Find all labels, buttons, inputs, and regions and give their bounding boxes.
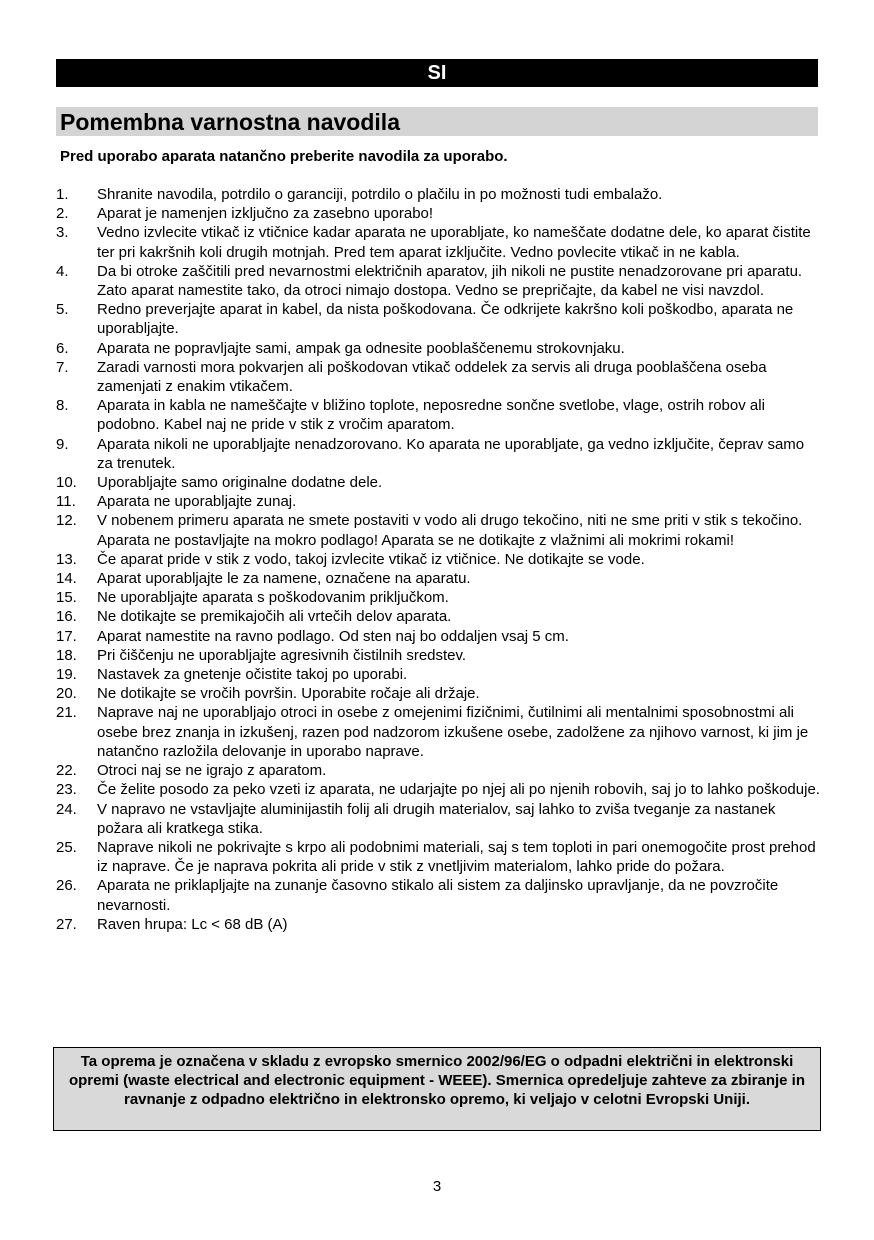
list-item-number: 6.: [56, 339, 69, 357]
list-item-text: Aparat uporabljajte le za namene, označene na aparatu.: [97, 570, 471, 588]
list-item-text: Vedno izvlecite vtikač iz vtičnice kadar aparata ne uporabljate, ko nameščate dodatne dele, ko aparat čistite ter pri kakršnih koli drugih motnjah. Pred tem aparat izključite. Vedno povlecite vtikač in ne kabla.: [97, 224, 811, 261]
list-item-text: Če aparat pride v stik z vodo, takoj izvlecite vtikač iz vtičnice. Ne dotikajte se vode.: [97, 550, 645, 568]
list-item: [56, 396, 820, 434]
list-item-number: 25.: [56, 838, 77, 856]
list-item-text: Ne dotikajte se premikajočih ali vrtečih delov aparata.: [97, 608, 452, 626]
list-item-text: Aparata nikoli ne uporabljajte nenadzorovano. Ko aparata ne uporabljate, ga vedno izključite, čeprav samo za trenutek.: [97, 435, 805, 472]
list-item-text: Shranite navodila, potrdilo o garanciji, potrdilo o plačilu in po možnosti tudi embalažo.: [97, 186, 663, 203]
list-item-text: Ne uporabljajte aparata s poškodovanim priključkom.: [97, 589, 449, 607]
list-item-number: 21.: [56, 704, 77, 722]
list-item-number: 1.: [56, 186, 69, 203]
list-item-text: Če želite posodo za peko vzeti iz aparata, ne udarjajte po njej ali po njenih robovih, saj jo to lahko poškoduje.: [97, 781, 820, 799]
list-item-text: Otroci naj se ne igrajo z aparatom.: [97, 762, 327, 780]
list-item-number: 15.: [56, 589, 77, 607]
page-number: 3: [432, 1178, 442, 1195]
list-item-number: 5.: [56, 301, 69, 319]
list-item-number: 12.: [56, 512, 77, 530]
list-item: [56, 569, 820, 588]
list-item-number: 8.: [56, 397, 69, 415]
list-item: [56, 511, 820, 549]
list-item-text: V nobenem primeru aparata ne smete postaviti v vodo ali drugo tekočino, niti ne sme priti v stik s tekočino. Aparata ne postavljajte na mokro podlago! Aparata se ne dotikajte z vlažnimi ali mokrimi rokami!: [97, 512, 803, 549]
list-item: [56, 588, 820, 607]
list-item-text: Aparata in kabla ne nameščajte v bližino toplote, neposredne sončne svetlobe, vlage, ostrih robov ali podobno. Kabel naj ne pride v stik z vročim aparatom.: [97, 397, 765, 434]
list-item: [56, 646, 820, 665]
list-item: [56, 627, 820, 646]
list-item: [56, 473, 820, 492]
list-item-number: 2.: [56, 205, 69, 223]
list-item-number: 22.: [56, 762, 77, 780]
list-item-text: Redno preverjajte aparat in kabel, da nista poškodovana. Če odkrijete kakršno koli poškodbo, aparata ne uporabljajte.: [97, 301, 794, 338]
page-title: Pomembna varnostna navodila: [56, 107, 818, 136]
list-item: [56, 435, 820, 473]
list-item-number: 14.: [56, 570, 77, 588]
intro-text: Pred uporabo aparata natančno preberite navodila za uporabo.: [60, 148, 508, 165]
list-item: [56, 300, 820, 338]
list-item-number: 20.: [56, 685, 77, 703]
list-item: [56, 358, 820, 396]
list-item: [56, 838, 820, 876]
list-item: [56, 185, 820, 204]
list-item: [56, 665, 820, 684]
list-item-number: 17.: [56, 627, 77, 645]
list-item-number: 7.: [56, 358, 69, 376]
list-item-text: Aparat namestite na ravno podlago. Od sten naj bo oddaljen vsaj 5 cm.: [97, 627, 569, 645]
list-item-number: 27.: [56, 915, 77, 933]
list-item-number: 18.: [56, 646, 77, 664]
list-item: [56, 550, 820, 569]
weee-notice: Ta oprema je označena v skladu z evropsko smernico 2002/96/EG o odpadni električni in elektronski opremi (waste electrical and electronic equipment - WEEE). Smernica opredeljuje zahteve za zbiranje in ravnanje z odpadno električno in elektronsko opremo, ki veljajo v celotni Evropski Uniji.: [53, 1047, 821, 1131]
list-item-text: Naprave nikoli ne pokrivajte s krpo ali podobnimi materiali, saj s tem toploti in pari onemogočite prost prehod iz naprave. Če je naprava pokrita ali pride v stik z vnetljivim materialom, lahko pride do požara.: [97, 838, 816, 876]
list-item: [56, 492, 820, 511]
list-item-text: Aparat je namenjen izključno za zasebno uporabo!: [97, 205, 434, 223]
list-item-number: 23.: [56, 781, 77, 799]
list-item-text: Aparata ne popravljajte sami, ampak ga odnesite pooblaščenemu strokovnjaku.: [97, 339, 625, 357]
list-item-number: 10.: [56, 474, 77, 492]
list-item: [56, 780, 820, 799]
list-item: [56, 876, 820, 914]
list-item-text: V napravo ne vstavljajte aluminijastih folij ali drugih materialov, saj lahko to zviša tveganje za nastanek požara ali kratkega stika.: [97, 800, 776, 837]
list-item: [56, 800, 820, 838]
list-item-number: 11.: [56, 493, 76, 511]
list-item-text: Raven hrupa: Lc < 68 dB (A): [97, 915, 288, 933]
list-item-text: Ne dotikajte se vročih površin. Uporabite ročaje ali držaje.: [97, 685, 480, 703]
list-item-text: Uporabljajte samo originalne dodatne dele.: [97, 474, 383, 492]
language-header: SI: [56, 59, 818, 87]
list-item-text: Naprave naj ne uporabljajo otroci in osebe z omejenimi fizičnimi, čutilnimi ali mentalnimi sposobnostmi ali osebe brez znanja in izkušenj, razen pod nadzorom izkušene osebe, zadolžene za njihovo varnost, ki jim je natančno razložila delovanje in uporabo naprave.: [97, 704, 809, 760]
list-item: [56, 204, 820, 223]
list-item-number: 4.: [56, 262, 69, 280]
list-item-text: Aparata ne priklapljajte na zunanje časovno stikalo ali sistem za daljinsko upravljanje, da ne povzročite nevarnosti.: [97, 877, 779, 914]
list-item: [56, 684, 820, 703]
list-item-text: Aparata ne uporabljajte zunaj.: [97, 493, 297, 511]
list-item-number: 26.: [56, 877, 77, 895]
list-item-number: 9.: [56, 435, 69, 453]
list-item-text: Da bi otroke zaščitili pred nevarnostmi električnih aparatov, jih nikoli ne pustite nenadzorovane pri aparatu. Zato aparat namestite tako, da otroci nimajo dostopa. Vedno se prepričajte, da kabel ne visi navzdol.: [97, 262, 803, 300]
list-item-text: Zaradi varnosti mora pokvarjen ali poškodovan vtikač oddelek za servis ali druga pooblaščena oseba zamenjati z enakim vtikačem.: [97, 358, 767, 396]
list-item: [56, 915, 820, 934]
list-item: [56, 223, 820, 261]
list-item: [56, 262, 820, 300]
list-item: [56, 339, 820, 358]
list-item-number: 16.: [56, 608, 77, 626]
list-item-number: 13.: [56, 550, 77, 568]
list-item: [56, 703, 820, 761]
list-item-number: 19.: [56, 666, 77, 684]
list-item: [56, 761, 820, 780]
list-item-text: Nastavek za gnetenje očistite takoj po uporabi.: [97, 666, 408, 684]
list-item-number: 3.: [56, 224, 69, 242]
list-item: [56, 607, 820, 626]
list-item-text: Pri čiščenju ne uporabljajte agresivnih čistilnih sredstev.: [97, 646, 467, 664]
list-item-number: 24.: [56, 800, 77, 818]
safety-instructions-list: [56, 185, 820, 934]
